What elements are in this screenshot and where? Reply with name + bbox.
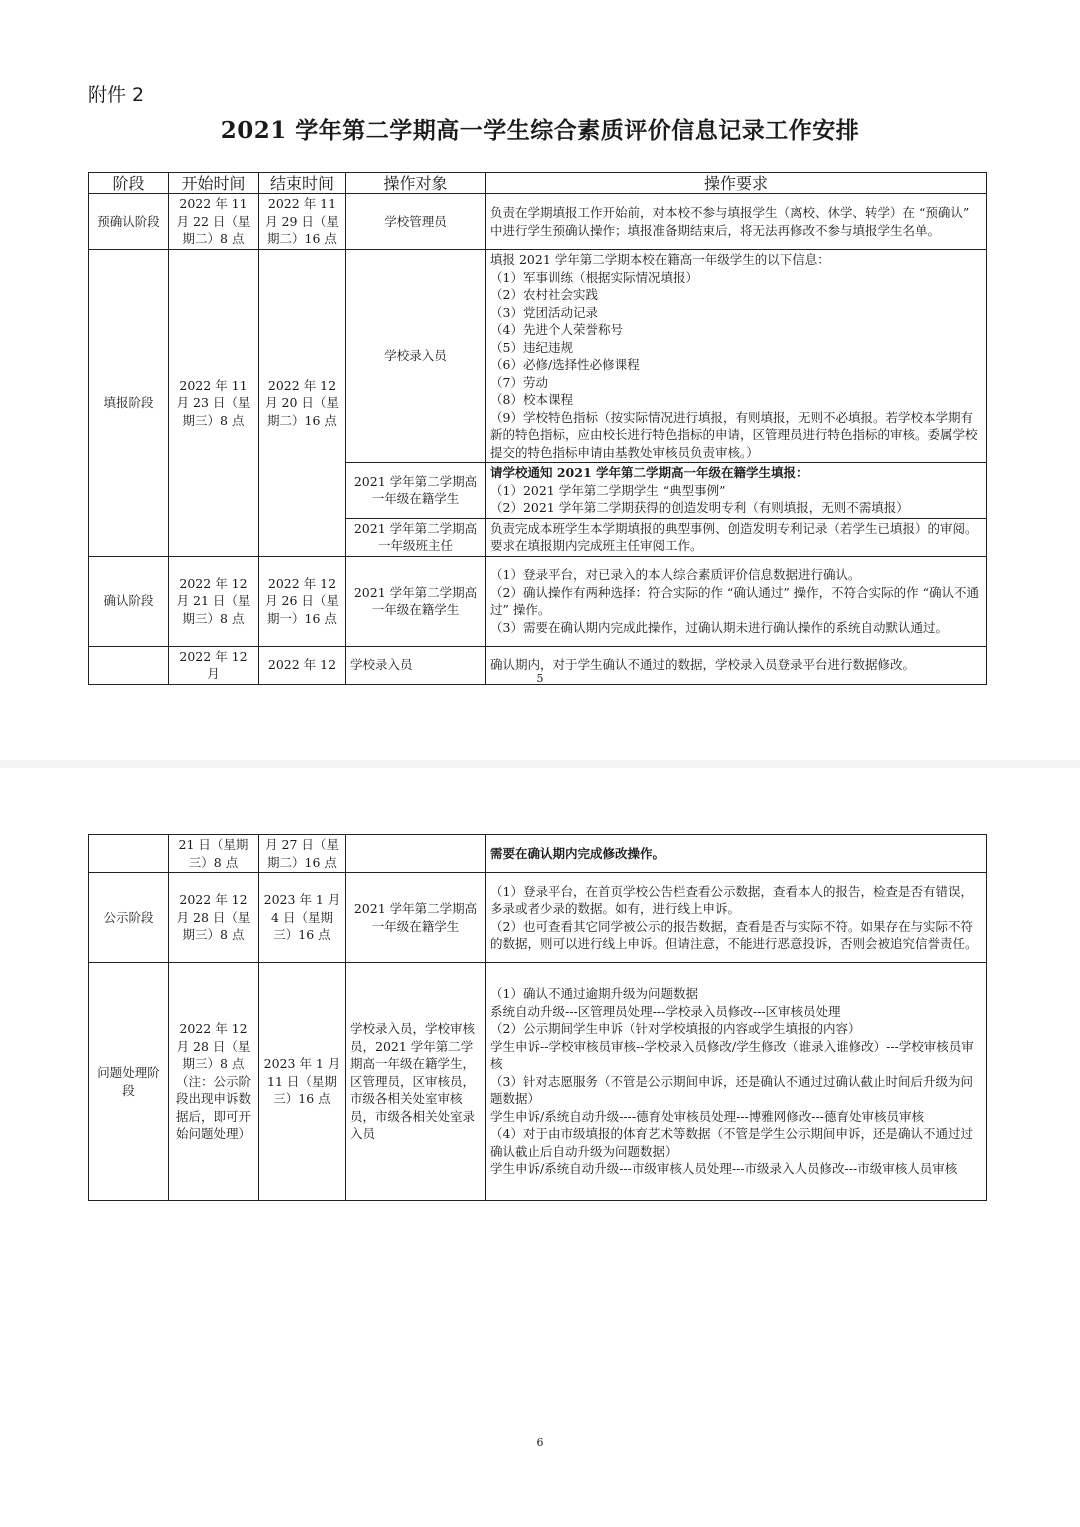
target-cell: 2021 学年第二学期高一年级在籍学生 <box>346 463 486 519</box>
end-time-cell: 2022 年 12 <box>259 646 346 684</box>
target-cell: 2021 学年第二学期高一年级在籍学生 <box>346 556 486 646</box>
end-time-cell: 月 27 日（星期二）16 点 <box>259 835 346 873</box>
header-end-time: 结束时间 <box>259 173 346 194</box>
requirement-line: （6）必修/选择性必修课程 <box>490 357 640 372</box>
table-row <box>89 194 987 250</box>
target-cell <box>346 835 486 873</box>
requirement-cell: 负责在学期填报工作开始前，对本校不参与填报学生（离校、休学、转学）在 “预确认” 中进行学生预确认操作；填报准备期结束后，将无法再修改不参与填报学生名单。 <box>486 194 987 250</box>
requirement-cell <box>486 556 987 646</box>
end-time-cell: 2023 年 1 月 4 日（星期三）16 点 <box>259 873 346 963</box>
requirement-line: （2）农村社会实践 <box>490 287 598 302</box>
requirement-line: （4）对于由市级填报的体育艺术等数据（不管是学生公示期间申诉，还是确认不通过过确认截止后自动升级为问题数据） <box>490 1126 973 1159</box>
requirement-line: 请学校通知 2021 学年第二学期高一年级在籍学生填报： <box>490 465 809 480</box>
requirement-line: （4）先进个人荣誉称号 <box>490 322 623 337</box>
target-cell: 学校录入员 <box>346 646 486 684</box>
attachment-label: 附件 2 <box>88 84 145 106</box>
end-time-cell: 2022 年 11 月 29 日（星期二）16 点 <box>259 194 346 250</box>
header-target: 操作对象 <box>346 173 486 194</box>
document-title: 2021 学年第二学期高一学生综合素质评价信息记录工作安排 <box>220 117 860 144</box>
page-number: 6 <box>536 1436 544 1449</box>
target-cell: 学校录入员，学校审核员，2021 学年第二学期高一年级在籍学生，区管理员，区审核员，市级各相关处室审核员，市级各相关处室录入员 <box>346 963 486 1201</box>
table-row <box>89 873 987 963</box>
requirement-line: （7）劳动 <box>490 374 548 390</box>
header-requirements: 操作要求 <box>486 173 987 194</box>
requirement-cell <box>486 963 987 1201</box>
stage-cell: 问题处理阶段 <box>89 963 169 1201</box>
start-time-cell: 21 日（星期三）8 点 <box>169 835 259 873</box>
stage-cell <box>89 835 169 873</box>
stage-cell: 预确认阶段 <box>89 194 169 250</box>
start-time-cell: 2022 年 12 月 21 日（星期三）8 点 <box>169 556 259 646</box>
stage-cell: 公示阶段 <box>89 873 169 963</box>
requirement-line: 学生申诉--学校审核员审核--学校录入员修改/学生修改（谁录入谁修改）---学校审核员审核 <box>490 1038 974 1072</box>
requirement-line: （1）军事训练（根据实际情况填报） <box>490 269 698 285</box>
requirement-line: （1）登录平台，对已录入的本人综合素质评价信息数据进行确认。 <box>490 567 861 582</box>
table-row <box>89 556 987 646</box>
table-row <box>89 835 987 873</box>
requirement-line: （3）党团活动记录 <box>490 304 598 320</box>
requirement-line: （2）确认操作有两种选择：符合实际的作 “确认通过” 操作，不符合实际的作 “确认不通过” 操作。 <box>490 584 980 617</box>
requirement-line: 系统自动升级---区管理员处理---学校录入员修改---区审核员处理 <box>490 1003 841 1019</box>
requirement-line: （1）2021 学年第二学期学生 “典型事例” <box>490 482 726 498</box>
requirement-cell <box>486 463 987 519</box>
stage-cell: 填报阶段 <box>89 250 169 557</box>
table-row <box>89 963 987 1201</box>
requirement-line: 学生申诉/系统自动升级----德育处审核员处理---博雅网修改---德育处审核员审核 <box>490 1108 924 1124</box>
requirement-cell: 需要在确认期内完成修改操作。 <box>486 835 987 873</box>
header-stage: 阶段 <box>89 173 169 194</box>
requirement-cell: 确认期内，对于学生确认不通过的数据，学校录入员登录平台进行数据修改。 <box>486 646 987 684</box>
target-cell: 学校管理员 <box>346 194 486 250</box>
stage-cell: 确认阶段 <box>89 556 169 646</box>
requirement-cell <box>486 250 987 463</box>
schedule-table-part-1 <box>88 172 987 685</box>
end-time-cell: 2022 年 12 月 26 日（星期一）16 点 <box>259 556 346 646</box>
table-row <box>89 250 987 463</box>
target-cell: 学校录入员 <box>346 250 486 463</box>
page-number: 5 <box>536 672 544 685</box>
header-start-time: 开始时间 <box>169 173 259 194</box>
end-time-cell: 2022 年 12 月 20 日（星期二）16 点 <box>259 250 346 557</box>
requirement-line: （2）也可查看其它同学被公示的报告数据，查看是否与实际不符。如果存在与实际不符的数据，则可以进行线上申诉。但请注意，不能进行恶意投诉，否则会被追究信誉责任。 <box>490 918 978 951</box>
schedule-table-part-2 <box>88 834 987 1201</box>
start-time-cell: 2022 年 11 月 22 日（星期二）8 点 <box>169 194 259 250</box>
requirement-cell <box>486 873 987 963</box>
requirement-line: （9）学校特色指标（按实际情况进行填报，有则填报，无则不必填报。若学校本学期有新的特色指标，应由校长进行特色指标的申请，区管理员进行特色指标的审核。委属学校提交的特色指标申请由基教处审核员负责审核。） <box>490 409 978 460</box>
requirement-line: （3）针对志愿服务（不管是公示期间申诉，还是确认不通过过确认截止时间后升级为问题数据） <box>490 1073 973 1107</box>
start-time-cell: 2022 年 12 月 <box>169 646 259 684</box>
document-page-2 <box>0 768 1080 1527</box>
requirement-line: （1）确认不通过逾期升级为问题数据 <box>490 986 698 1002</box>
target-cell: 2021 学年第二学期高一年级班主任 <box>346 518 486 556</box>
start-time-cell: 2022 年 12 月 28 日（星期三）8 点 <box>169 873 259 963</box>
requirement-line: 学生申诉/系统自动升级---市级审核人员处理---市级录入人员修改---市级审核人员审核 <box>490 1161 958 1177</box>
start-time-cell: 2022 年 12 月 28 日（星期三）8 点（注：公示阶段出现申诉数据后，即可开始问题处理） <box>169 963 259 1201</box>
requirement-line: （3）需要在确认期内完成此操作，过确认期未进行确认操作的系统自动默认通过。 <box>490 619 948 635</box>
requirement-cell: 负责完成本班学生本学期填报的典型事例、创造发明专利记录（若学生已填报）的审阅。要求在填报期内完成班主任审阅工作。 <box>486 518 987 556</box>
requirement-line: （5）违纪违规 <box>490 339 573 355</box>
requirement-line: 填报 2021 学年第二学期本校在籍高一年级学生的以下信息： <box>490 252 830 267</box>
document-page-1 <box>0 0 1080 760</box>
requirement-line: （2）2021 学年第二学期获得的创造发明专利（有则填报，无则不需填报） <box>490 500 909 515</box>
end-time-cell: 2023 年 1 月 11 日（星期三）16 点 <box>259 963 346 1201</box>
requirement-line: （2）公示期间学生申诉（针对学校填报的内容或学生填报的内容） <box>490 1021 861 1037</box>
target-cell: 2021 学年第二学期高一年级在籍学生 <box>346 873 486 963</box>
start-time-cell: 2022 年 11 月 23 日（星期三）8 点 <box>169 250 259 557</box>
requirement-line: （8）校本课程 <box>490 392 573 407</box>
table-header-row <box>89 173 987 194</box>
requirement-line: （1）登录平台，在首页学校公告栏查看公示数据，查看本人的报告，检查是否有错误，多录或者少录的数据。如有，进行线上申诉。 <box>490 883 973 916</box>
